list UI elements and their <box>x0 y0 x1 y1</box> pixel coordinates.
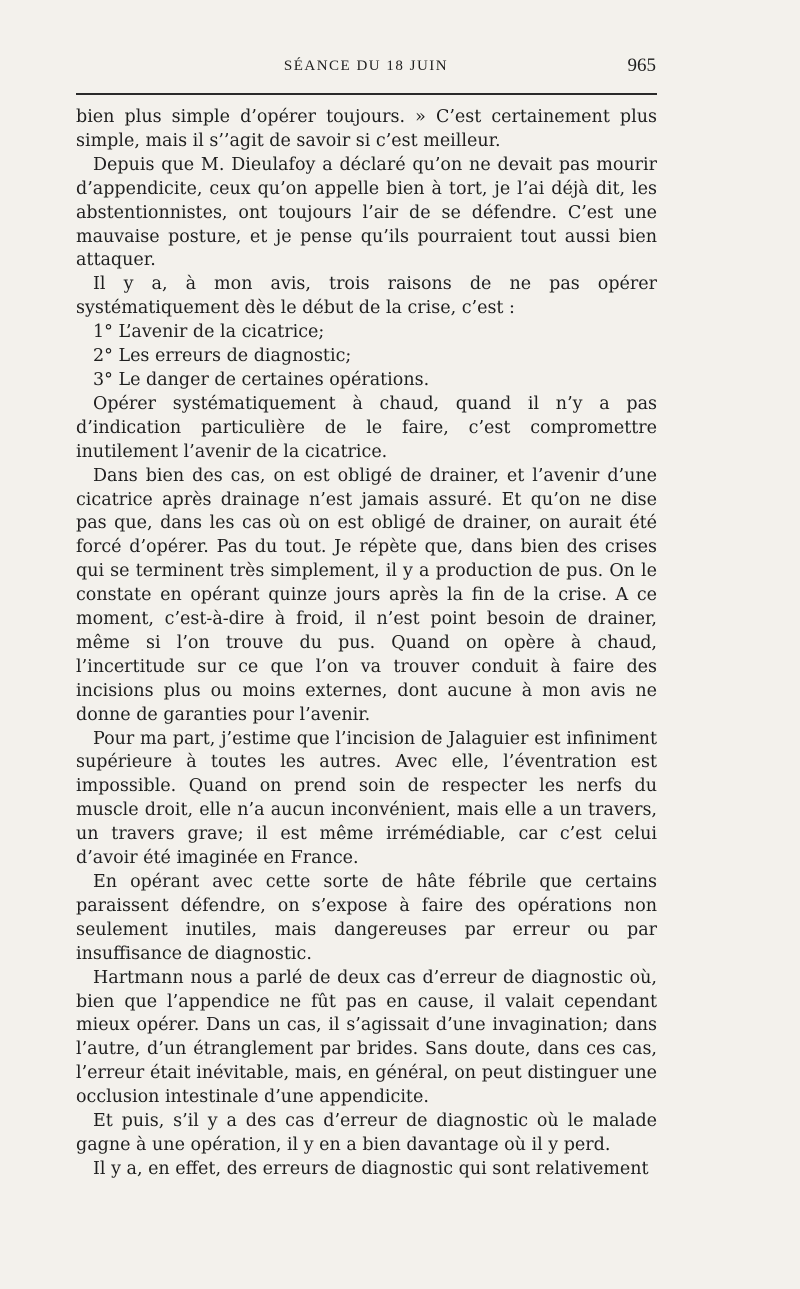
paragraph: Depuis que M. Dieulafoy a déclaré qu’on ne devait pas mourir d’appendicite, ceux qu’on appelle bien à tort, je l’ai déjà dit, les abstentionnistes, ont toujours l’air de se défendre. C’est une mauvaise posture, et je pense qu’ils pourraient tout aussi bien attaquer. <box>76 154 657 271</box>
paragraph: Dans bien des cas, on est obligé de drainer, et l’avenir d’une cicatrice après drainage n’est jamais assuré. Et qu’on ne dise pas que, dans les cas où on est obligé de drainer, on aurait été forcé d’opérer. Pas du tout. Je répète que, dans bien des crises qui se terminent très simplement, il y a production de pus. On le constate en opérant quinze jours après la fin de la crise. A ce moment, c’est-à-dire à froid, il n’est point besoin de drainer, même si l’on trouve du pus. Quand on opère à chaud, l’incertitude sur ce que l’on va trouver conduit à faire des incisions plus ou moins externes, dont aucune à mon avis ne donne de garanties pour l’avenir. <box>76 465 657 725</box>
list-item: 2° Les erreurs de diagnostic; <box>93 346 352 367</box>
running-header <box>76 50 656 80</box>
header-rule <box>76 93 657 95</box>
list-item: 1° L’avenir de la cicatrice; <box>93 322 325 343</box>
paragraph: Pour ma part, j’estime que l’incision de Jalaguier est infiniment supérieure à toutes les autres. Avec elle, l’éventration est impossible. Quand on prend soin de respecter les nerfs du muscle droit, elle n’a aucun inconvénient, mais elle a un travers, un travers grave; il est même irrémédiable, car c’est celui d’avoir été imaginée en France. <box>76 728 657 869</box>
paragraph: En opérant avec cette sorte de hâte fébrile que certains paraissent défendre, on s’expose à faire des opérations non seulement inutiles, mais dangereuses par erreur ou par insuffisance de diagnostic. <box>76 872 657 964</box>
page-number: 965 <box>627 55 656 76</box>
paragraph: Et puis, s’il y a des cas d’erreur de diagnostic où le malade gagne à une opération, il y en a bien davantage où il y perd. <box>76 1111 657 1155</box>
paragraph: Il y a, en effet, des erreurs de diagnostic qui sont relativement <box>93 1158 649 1179</box>
paragraph: bien plus simple d’opérer toujours. » C’est certainement plus simple, mais il s’’agit de savoir si c’est meilleur. <box>76 107 657 151</box>
body-text <box>76 106 657 1182</box>
running-title: SÉANCE DU 18 JUIN <box>283 58 449 74</box>
paragraph: Il y a, à mon avis, trois raisons de ne pas opérer systématiquement dès le début de la crise, c’est : <box>76 274 657 319</box>
list-item: 3° Le danger de certaines opérations. <box>93 369 430 390</box>
paragraph: Opérer systématiquement à chaud, quand il n’y a pas d’indication particulière de le faire, c’est compromettre inutilement l’avenir de la cicatrice. <box>76 393 657 462</box>
paragraph: Hartmann nous a parlé de deux cas d’erreur de diagnostic où, bien que l’appendice ne fût pas en cause, il valait cependant mieux opérer. Dans un cas, il s’agissait d’une invagination; dans l’autre, d’un étranglement par brides. Sans doute, dans ces cas, l’erreur était inévitable, mais, en général, on peut distinguer une occlusion intestinale d’une appendicite. <box>76 967 657 1108</box>
